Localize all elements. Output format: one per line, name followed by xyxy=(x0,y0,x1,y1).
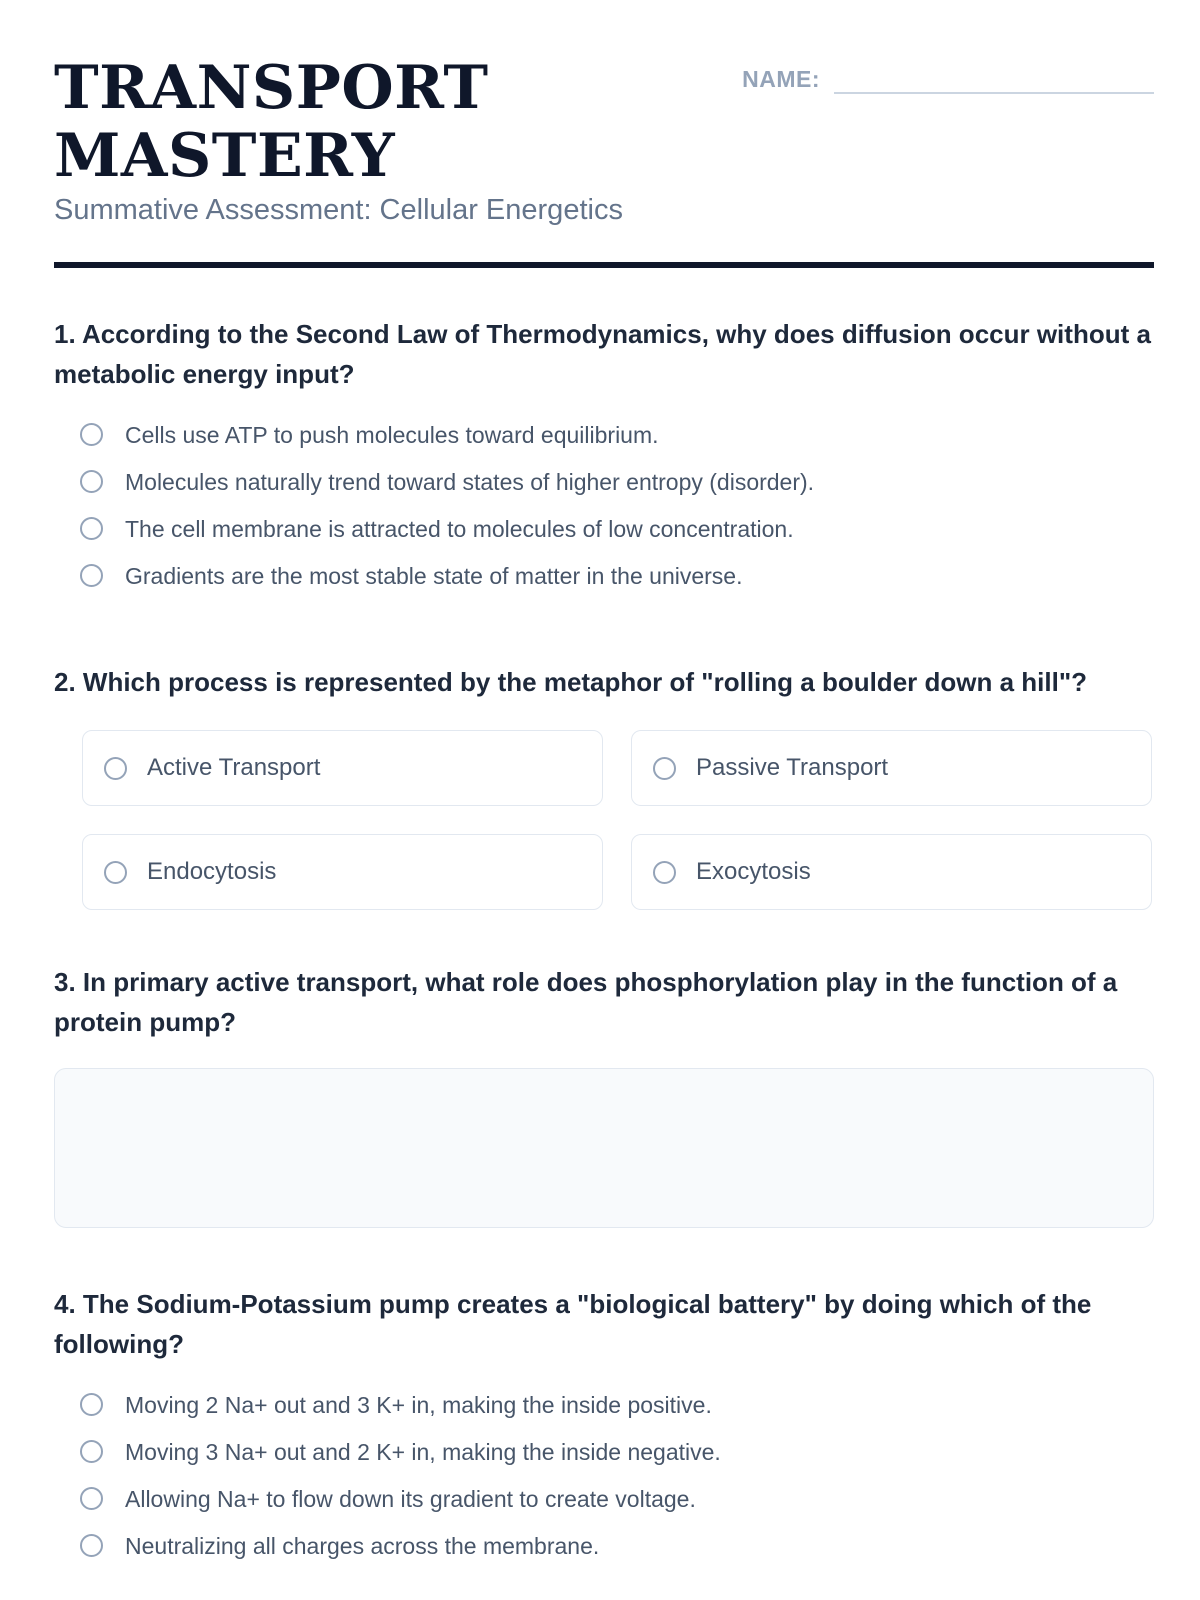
question-2-option-c[interactable] xyxy=(82,834,603,910)
question-1 xyxy=(54,314,1154,599)
question-2 xyxy=(54,662,1154,910)
question-4-options xyxy=(54,1381,1154,1569)
question-1-text: 1. According to the Second Law of Thermodynamics, why does diffusion occur without a metabolic energy input? xyxy=(54,319,1151,389)
option-label: Passive Transport xyxy=(696,754,889,781)
option-label: Cells use ATP to push molecules toward equilibrium. xyxy=(125,421,659,448)
option-label: Allowing Na+ to flow down its gradient to create voltage. xyxy=(125,1485,696,1512)
name-label: NAME: xyxy=(742,66,820,92)
question-1-options xyxy=(54,411,1154,599)
radio-button[interactable] xyxy=(653,861,676,884)
radio-button[interactable] xyxy=(104,757,127,780)
radio-button[interactable] xyxy=(80,1534,103,1557)
question-3-answer-box[interactable] xyxy=(54,1068,1154,1228)
question-4-option-c[interactable] xyxy=(54,1475,1154,1522)
option-label: Exocytosis xyxy=(696,858,811,885)
option-label: Moving 2 Na+ out and 3 K+ in, making the inside positive. xyxy=(125,1391,712,1418)
radio-button[interactable] xyxy=(104,861,127,884)
question-1-option-c[interactable] xyxy=(54,505,1154,552)
name-field-group xyxy=(742,58,1154,94)
question-2-option-d[interactable] xyxy=(631,834,1152,910)
question-3 xyxy=(54,962,1154,1042)
question-4-option-b[interactable] xyxy=(54,1428,1154,1475)
worksheet-header xyxy=(54,0,1154,272)
question-2-text: 2. Which process is represented by the metaphor of "rolling a boulder down a hill"? xyxy=(54,667,1088,697)
option-label: Gradients are the most stable state of matter in the universe. xyxy=(125,562,743,589)
option-label: Neutralizing all charges across the membrane. xyxy=(125,1532,600,1559)
option-label: Active Transport xyxy=(147,754,321,781)
name-input-line[interactable] xyxy=(834,58,1154,94)
header-divider xyxy=(54,262,1154,268)
radio-button[interactable] xyxy=(80,1393,103,1416)
question-4-text: 4. The Sodium-Potassium pump creates a "biological battery" by doing which of the following? xyxy=(54,1289,1092,1359)
title-line-1: TRANSPORT xyxy=(54,53,489,123)
radio-button[interactable] xyxy=(80,470,103,493)
page-subtitle: Summative Assessment: Cellular Energetics xyxy=(54,194,623,226)
worksheet-page xyxy=(54,0,1154,1559)
question-4-option-d[interactable] xyxy=(54,1522,1154,1569)
page-title xyxy=(54,54,489,190)
question-2-option-a[interactable] xyxy=(82,730,603,806)
radio-button[interactable] xyxy=(80,564,103,587)
radio-button[interactable] xyxy=(80,423,103,446)
radio-button[interactable] xyxy=(80,1487,103,1510)
radio-button[interactable] xyxy=(80,517,103,540)
question-2-options xyxy=(54,730,1154,910)
option-label: Endocytosis xyxy=(147,858,277,885)
option-label: Moving 3 Na+ out and 2 K+ in, making the inside negative. xyxy=(125,1438,721,1465)
option-label: Molecules naturally trend toward states of higher entropy (disorder). xyxy=(125,468,815,495)
question-4-option-a[interactable] xyxy=(54,1381,1154,1428)
question-4 xyxy=(54,1284,1154,1569)
question-2-option-b[interactable] xyxy=(631,730,1152,806)
question-1-option-a[interactable] xyxy=(54,411,1154,458)
question-1-option-d[interactable] xyxy=(54,552,1154,599)
question-1-option-b[interactable] xyxy=(54,458,1154,505)
option-label: The cell membrane is attracted to molecules of low concentration. xyxy=(125,515,794,542)
title-line-2: MASTERY xyxy=(54,121,396,191)
question-3-text: 3. In primary active transport, what role does phosphorylation play in the function of a protein pump? xyxy=(54,967,1118,1037)
radio-button[interactable] xyxy=(653,757,676,780)
radio-button[interactable] xyxy=(80,1440,103,1463)
